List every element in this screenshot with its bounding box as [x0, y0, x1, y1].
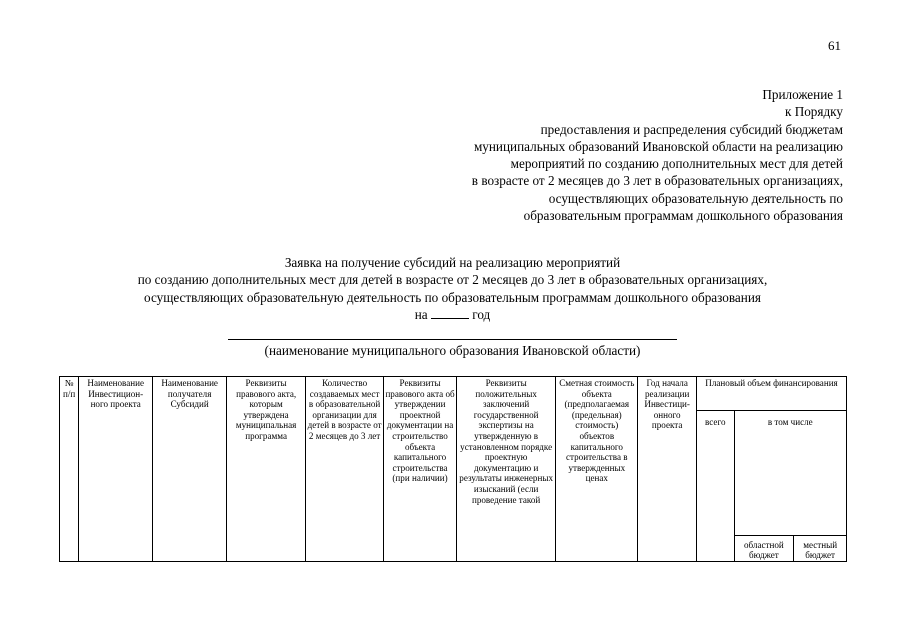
- col-header-funding: Плановый объем финансирования: [697, 377, 847, 411]
- title-line: осуществляющих образовательную деятельность по образовательным программам дошкольного образования: [144, 289, 761, 305]
- appendix-line: в возрасте от 2 месяцев до 3 лет в образовательных организациях,: [471, 173, 843, 189]
- col-header-number: № п/п: [60, 377, 79, 562]
- appendix-header: [323, 86, 843, 224]
- appendix-line: осуществляющих образовательную деятельность по: [548, 190, 843, 206]
- application-table: [59, 376, 847, 562]
- year-line: [40, 306, 865, 323]
- appendix-line: муниципальных образований Ивановской области на реализацию: [473, 138, 843, 154]
- title-line: Заявка на получение субсидий на реализацию мероприятий: [284, 255, 621, 270]
- document-title: [40, 254, 865, 323]
- col-header-total: всего: [697, 411, 734, 562]
- col-header-project-name: Наименование Инвестицион-ного проекта: [79, 377, 153, 562]
- municipality-caption: (наименование муниципального образования Ивановской области): [264, 343, 641, 358]
- col-header-legal-act: Реквизиты правового акта, которым утверждена муниципальная программа: [227, 377, 306, 562]
- appendix-line: мероприятий по созданию дополнительных мест для детей: [510, 156, 843, 172]
- appendix-line: Приложение 1: [762, 87, 843, 102]
- title-line: по созданию дополнительных мест для детей в возрасте от 2 месяцев до 3 лет в образовательных организациях,: [137, 272, 768, 288]
- col-header-places-count: Количество создаваемых мест в образовательной организации для детей в возрасте от 2 месяцев до 3 лет: [306, 377, 384, 562]
- page-number: 61: [828, 38, 841, 53]
- appendix-line: предоставления и распределения субсидий бюджетам: [540, 121, 843, 137]
- appendix-line: образовательным программам дошкольного образования: [523, 208, 843, 224]
- col-header-regional-budget: областной бюджет: [734, 535, 794, 561]
- municipality-underline: [228, 339, 677, 340]
- col-header-including: в том числе: [734, 411, 847, 536]
- col-header-local-budget: местный бюджет: [794, 535, 847, 561]
- col-header-expertise: Реквизиты положительных заключений государственной экспертизы на утвержденную в установленном порядке проектную документацию и результаты инженерных изысканий (если проведение такой: [457, 377, 556, 562]
- col-header-design-docs-act: Реквизиты правового акта об утверждении проектной документации на строительство объекта капитального строительства (при наличии): [384, 377, 457, 562]
- year-blank-field: [431, 307, 469, 319]
- col-header-start-year: Год начала реализации Инвестици-онного проекта: [638, 377, 697, 562]
- year-suffix: год: [472, 306, 491, 322]
- year-prefix: на: [414, 306, 428, 322]
- col-header-estimated-cost: Сметная стоимость объекта (предполагаемая (предельная) стоимость) объектов капитального строительства в утвержденных ценах: [556, 377, 638, 562]
- appendix-line: к Порядку: [784, 104, 843, 120]
- col-header-recipient: Наименование получателя Субсидий: [153, 377, 227, 562]
